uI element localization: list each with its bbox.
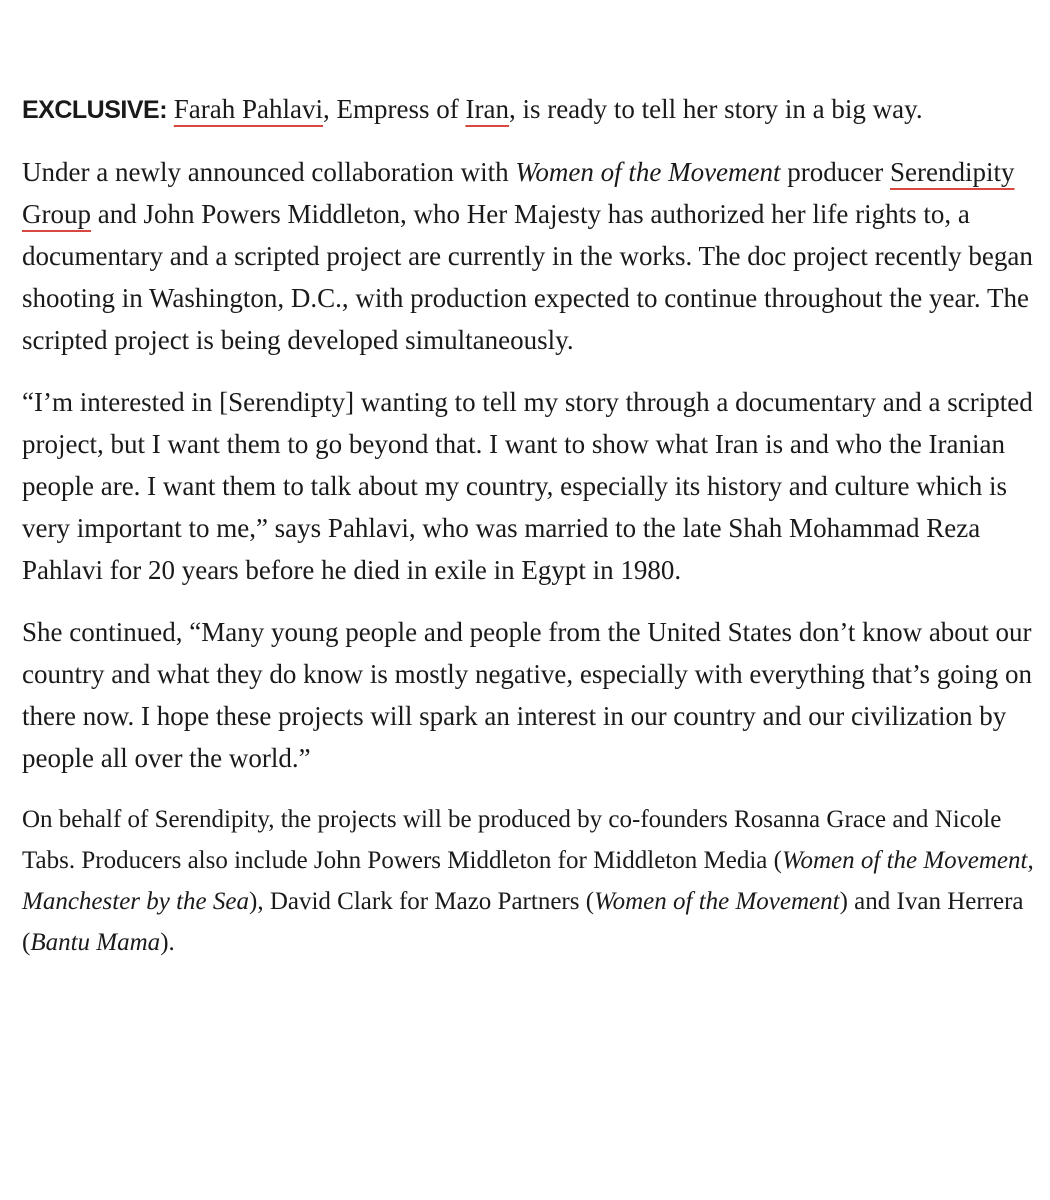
title-manchester-by-the-sea: Manchester by the Sea	[22, 888, 250, 915]
title-bantu-mama: Bantu Mama	[30, 929, 161, 956]
text-run: ).	[160, 929, 175, 956]
paragraph-quote: “I’m interested in [Serendipty] wanting to tell my story through a documentary and a scripted project, but I want them to go beyond that. I want to show what Iran is and who the Iranian people are. I want them to talk about my country, especially its history and culture which is very important to me,” says Pahlavi, who was married to the late Shah Mohammad Reza Pahlavi for 20 years before he died in exile in Egypt in 1980.	[22, 387, 1033, 585]
paragraph-intro	[22, 88, 1034, 131]
paragraph-continued: She continued, “Many young people and people from the United States don’t know about our country and what they do know is mostly negative, especially with everything that’s going on there now. I hope these projects will spark an interest in our country and our civilization by people all over the world.”	[22, 617, 1033, 773]
text-run: ,	[1027, 847, 1034, 874]
link-serendipity-group[interactable]: Serendipity Group	[22, 157, 1015, 229]
text-run: ) and Ivan Herrera (	[22, 888, 1024, 956]
text-run: and John Powers Middleton, who Her Majesty has authorized her life rights to, a documentary and a scripted project are currently in the works. The doc project recently began shooting in Washington, D.C., with production expected to continue throughout the year. The scripted project is being developed simultaneously.	[22, 199, 1033, 355]
text-run: On behalf of Serendipity, the projects will be produced by co-founders Rosanna Grace and Nicole Tabs. Producers also include John Powers Middleton for Middleton Media (	[22, 806, 1002, 874]
text-run: Under a newly announced collaboration with	[22, 157, 516, 187]
link-iran[interactable]: Iran	[465, 94, 509, 124]
text-run: producer	[780, 157, 890, 187]
paragraph-producers	[22, 799, 1034, 963]
article-body	[22, 88, 1034, 983]
text-run: , Empress of	[323, 94, 466, 124]
text-run: , is ready to tell her story in a big way.	[508, 94, 923, 124]
title-women-of-the-movement: Women of the Movement	[781, 847, 1028, 874]
title-women-of-the-movement: Women of the Movement	[515, 157, 781, 187]
title-women-of-the-movement: Women of the Movement	[594, 888, 840, 915]
paragraph-collaboration	[22, 151, 1034, 361]
link-farah-pahlavi[interactable]: Farah Pahlavi	[173, 94, 323, 124]
text-run: ), David Clark for Mazo Partners (	[249, 888, 595, 915]
text-run	[167, 94, 174, 124]
exclusive-kicker: EXCLUSIVE:	[22, 96, 168, 124]
